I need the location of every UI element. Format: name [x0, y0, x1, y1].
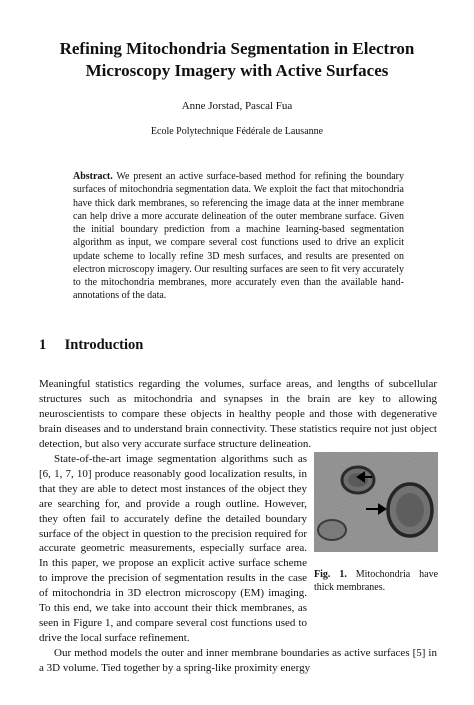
- abstract-text: We present an active surface-based method for refining the boundary surfaces of mitochondria segmentation data. We exploit the fact that mitochondria have thick dark membranes, so referencing the image data at the inner membrane can help drive a more accurate delineation of the outer membrane surface. Given the initial boundary prediction from a machine learning-based segmentation algorithm as input, we compare several cost functions used to drive an explicit update scheme to locally refine 3D mesh surfaces, and results are presented on electron microscopy imagery. Our resulting surfaces are seen to fit very accurately to the mitochondria membranes, more accurately even than the available hand-annotations of the data.: [73, 171, 404, 302]
- intro-paragraph-3: Our method models the outer and inner membrane boundaries as active surfaces [5] in a 3D volume. Tied together by a spring-like proximity energy: [39, 647, 437, 674]
- figure-1-caption: [314, 568, 438, 594]
- title-line-2: Microscopy Imagery with Active Surfaces: [85, 61, 389, 80]
- authors: Anne Jorstad, Pascal Fua: [181, 100, 293, 112]
- mitochondria-micrograph: [314, 452, 438, 552]
- figure-caption-label: Fig. 1.: [314, 569, 347, 580]
- title-line-1: Refining Mitochondria Segmentation in Electron: [59, 39, 415, 58]
- intro-paragraph-1: Meaningful statistics regarding the volumes, surface areas, and lengths of subcellular structures such as mitochondria and synapses in the brain are key to allowing neuroscientists to compare these objects in healthy people and those with degenerative brain diseases and to understand brain connectivity. These statistics require not just object detection, but also very accurate surface structure delineation.: [39, 378, 437, 450]
- intro-paragraph-2: State-of-the-art image segmentation algorithms such as [6, 1, 7, 10] produce reasonably good localization results, in that they are able to detect most instances of the object they are searching for, and provide a rough outline. However, they often fail to accurately define the detailed boundary surface of the object in question to the precision required for accurate geometric measurements, especially surface area. In this paper, we propose an explicit active surface scheme to improve the precision of segmentation results in the case of mitochondria in 3D electron microscopy (EM) imaging. To this end, we take into account their thick membranes, as seen in Figure 1, and compare several cost functions used to drive the local surface refinement.: [39, 453, 307, 644]
- section-heading: [39, 337, 143, 354]
- section-title: Introduction: [64, 337, 144, 353]
- abstract-label: Abstract.: [73, 171, 113, 182]
- paper-title: [0, 38, 474, 82]
- figure-caption-text: Mitochondria have thick membranes.: [314, 569, 439, 593]
- section-number: 1: [39, 337, 47, 353]
- affiliation: Ecole Polytechnique Fédérale de Lausanne: [150, 126, 324, 137]
- figure-1-image: [314, 452, 438, 552]
- abstract: [73, 170, 404, 303]
